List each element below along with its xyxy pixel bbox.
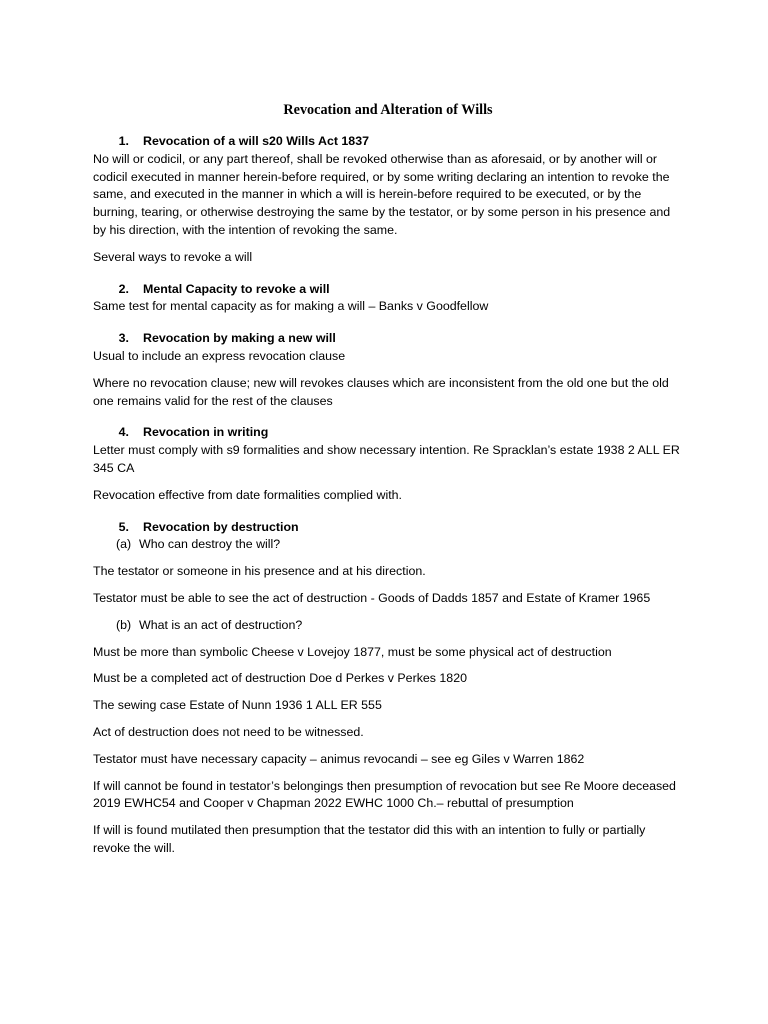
- paragraph: Letter must comply with s9 formalities and show necessary intention. Re Spracklan’s estate 1938 2 ALL ER 345 CA: [93, 443, 680, 475]
- document-title: Revocation and Alteration of Wills: [283, 102, 493, 118]
- paragraph: Revocation effective from date formalities complied with.: [93, 487, 402, 502]
- document-content: [93, 101, 683, 858]
- paragraph: Must be a completed act of destruction Doe d Perkes v Perkes 1820: [93, 671, 467, 686]
- paragraph: The sewing case Estate of Nunn 1936 1 ALL ER 555: [93, 698, 382, 713]
- subsection-number: (b): [116, 617, 132, 632]
- section-heading-text: Revocation by destruction: [143, 519, 299, 534]
- section-number: 4.: [118, 425, 129, 440]
- section-4-heading: [93, 424, 683, 442]
- section-3-heading: [93, 330, 683, 348]
- paragraph: Same test for mental capacity as for making a will – Banks v Goodfellow: [93, 299, 489, 314]
- section-heading-text: Mental Capacity to revoke a will: [143, 281, 330, 296]
- paragraph: Testator must be able to see the act of destruction - Goods of Dadds 1857 and Estate of Kramer 1965: [93, 590, 651, 605]
- section-1-heading: [93, 133, 683, 151]
- paragraph: Testator must have necessary capacity – animus revocandi – see eg Giles v Warren 1862: [93, 751, 585, 766]
- section-number: 3.: [118, 331, 129, 346]
- section-5-heading: [93, 519, 683, 537]
- paragraph: If will is found mutilated then presumption that the testator did this with an intention to fully or partially revoke the will.: [93, 823, 646, 855]
- paragraph: The testator or someone in his presence and at his direction.: [93, 564, 426, 579]
- section-heading-text: Revocation of a will s20 Wills Act 1837: [143, 134, 369, 148]
- paragraph: Act of destruction does not need to be witnessed.: [93, 724, 364, 739]
- section-number: 2.: [118, 281, 129, 296]
- paragraph: Where no revocation clause; new will revokes clauses which are inconsistent from the old one but the old one remains valid for the rest of the clauses: [93, 375, 669, 408]
- section-number: 1.: [118, 134, 129, 148]
- statute-text: No will or codicil, or any part thereof, shall be revoked otherwise than as aforesaid, or by another will or codicil executed in manner herein-before required, or by some writing declaring an intention to revoke the same, and executed in the manner in which a will is herein-before required to be executed, or by the burning, tearing, or otherwise destroying the same by the testator, or by some person in his presence and by his direction, with the intention of revoking the same.: [93, 151, 671, 237]
- subsection-number: (a): [116, 537, 132, 552]
- subsection-a-heading: [93, 536, 683, 554]
- section-heading-text: Revocation by making a new will: [143, 331, 336, 346]
- paragraph: Must be more than symbolic Cheese v Lovejoy 1877, must be some physical act of destruction: [93, 644, 612, 659]
- paragraph: Several ways to revoke a will: [93, 249, 253, 264]
- section-number: 5.: [118, 519, 129, 534]
- section-heading-text: Revocation in writing: [143, 425, 269, 440]
- section-2-heading: [93, 281, 683, 299]
- subsection-b-heading: [93, 617, 683, 635]
- subsection-heading-text: What is an act of destruction?: [139, 617, 303, 632]
- subsection-heading-text: Who can destroy the will?: [139, 537, 281, 552]
- paragraph: If will cannot be found in testator’s belongings then presumption of revocation but see Re Moore deceased 2019 EWHC54 and Cooper v Chapman 2022 EWHC 1000 Ch.– rebuttal of presumption: [93, 778, 676, 811]
- paragraph: Usual to include an express revocation clause: [93, 348, 346, 363]
